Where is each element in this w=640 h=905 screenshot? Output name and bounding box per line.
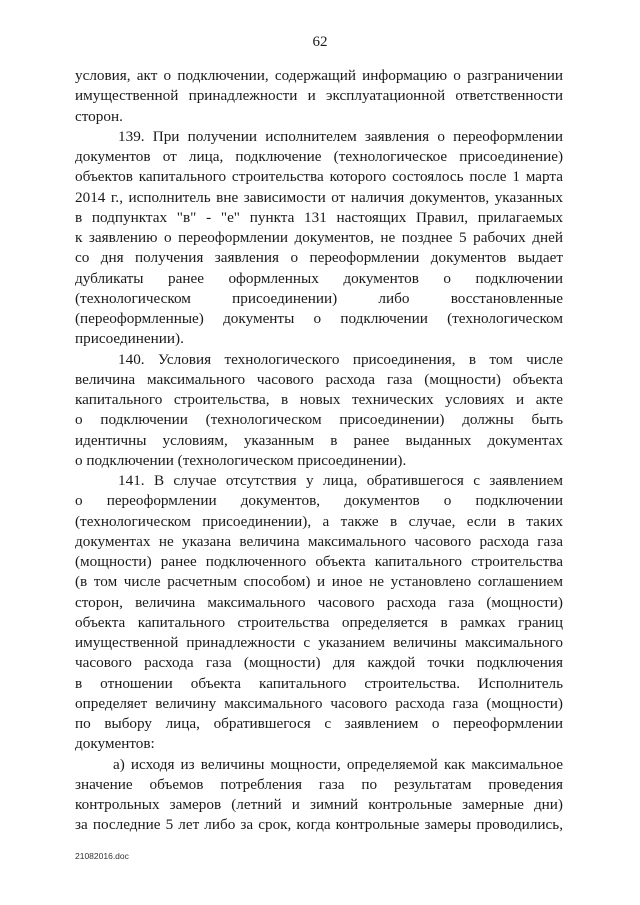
text-line: а) исходя из величины мощности, определяемой как максимальное bbox=[113, 755, 563, 773]
text-line: к заявлению о переоформлении документов, не позднее 5 рабочих дней bbox=[75, 229, 563, 246]
text-line: объектов капитального строительства которого состоялось после 1 марта bbox=[75, 168, 563, 186]
text-line: 141. В случае отсутствия у лица, обратившегося с заявлением bbox=[118, 472, 563, 489]
text-line: часового расхода газа (мощности) для каждой точки подключения bbox=[75, 654, 563, 672]
text-line: со дня получения заявления о переоформлении документов выдает bbox=[75, 249, 563, 267]
text-line: 140. Условия технологического присоединения, в том числе bbox=[118, 350, 563, 368]
text-line: за последние 5 лет либо за срок, когда контрольные замеры проводились, bbox=[75, 816, 563, 834]
page-number: 62 bbox=[312, 34, 328, 50]
text-line: (в том числе расчетным способом) и иное не установлено соглашением bbox=[75, 573, 563, 591]
text-line: условия, акт о подключении, содержащий информацию о разграничении bbox=[75, 67, 563, 84]
text-line: (технологическом присоединении), а также в случае, если в таких bbox=[75, 512, 563, 530]
text-line: о переоформлении документов, документов о подключении bbox=[75, 492, 563, 510]
text-line: в подпунктах "в" - "е" пункта 131 настоящих Правил, прилагаемых bbox=[75, 208, 563, 226]
text-line: 139. При получении исполнителем заявления о переоформлении bbox=[118, 127, 563, 145]
text-line: значение объемов потребления газа по результатам проведения bbox=[75, 775, 563, 793]
text-line: имущественной принадлежности и эксплуатационной ответственности bbox=[75, 87, 563, 105]
text-line: имущественной принадлежности с указанием величины максимального bbox=[75, 634, 563, 651]
footer-filename: 21082016.doc bbox=[75, 851, 129, 861]
text-line: по выбору лица, обратившегося с заявлением о переоформлении bbox=[75, 715, 563, 732]
text-line: о подключении (технологическом присоединении). bbox=[75, 451, 407, 469]
text-line: (технологическом присоединении) либо восстановленные bbox=[75, 289, 563, 307]
text-line: величина максимального часового расхода газа (мощности) объекта bbox=[75, 370, 563, 388]
text-line: контрольных замеров (летний и зимний контрольные замерные дни) bbox=[75, 796, 563, 813]
text-line: (мощности) ранее подключенного объекта капитального строительства bbox=[75, 553, 563, 570]
text-line: капитального строительства, в новых технических условиях и акте bbox=[75, 391, 563, 408]
text-line: определяет величину максимального часового расхода газа (мощности) bbox=[75, 694, 563, 712]
text-line: идентичны условиям, указанным в ранее выданных документах bbox=[75, 431, 563, 449]
text-line: документов от лица, подключение (технологическое присоединение) bbox=[75, 148, 563, 165]
text-line: в отношении объекта капитального строительства. Исполнитель bbox=[75, 674, 563, 692]
text-line: сторон. bbox=[75, 107, 123, 125]
text-line: о подключении (технологическом присоединении) должны быть bbox=[75, 411, 563, 429]
text-line: 2014 г., исполнитель вне зависимости от наличия документов, указанных bbox=[75, 188, 563, 206]
body-text bbox=[75, 66, 563, 836]
text-line: дубликаты ранее оформленных документов о подключении bbox=[75, 269, 563, 287]
text-line: (переоформленные) документы о подключении (технологическом bbox=[75, 310, 563, 327]
text-line: объекта капитального строительства определяется в рамках границ bbox=[75, 613, 563, 631]
text-line: присоединении). bbox=[75, 330, 184, 348]
text-line: документов: bbox=[75, 735, 155, 753]
text-line: сторон, величина максимального часового расхода газа (мощности) bbox=[75, 593, 563, 611]
text-line: документах не указана величина максимального часового расхода газа bbox=[75, 532, 563, 550]
